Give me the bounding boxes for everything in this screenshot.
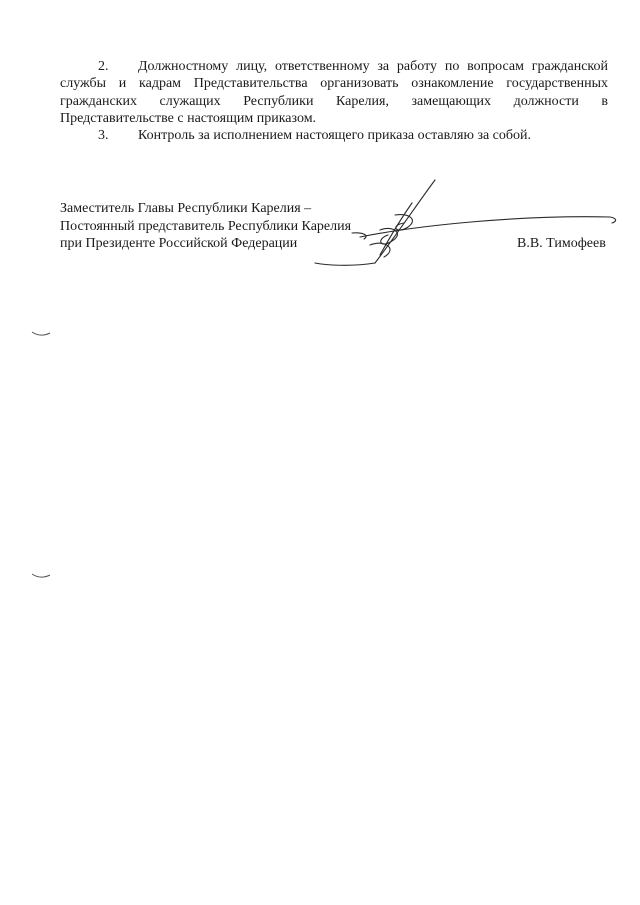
item-text: Контроль за исполнением настоящего приказа оставляю за собой. [138, 128, 532, 144]
item-number: 2. [98, 59, 109, 74]
item-text: Должностному лицу, ответственному за работу по вопросам гражданской службы и кадрам Представительства организовать ознакомление государственных гражданских служащих Республики Карелия, замещающих должности в Представительстве с настоящим приказом. [60, 59, 608, 126]
scan-mark [30, 330, 52, 338]
signatory-name: В.В. Тимофеев [517, 236, 606, 251]
position-line-1: Заместитель Главы Республики Карелия – [60, 201, 312, 216]
order-item-3 [60, 127, 608, 144]
order-items [60, 58, 608, 144]
position-line-3: при Президенте Российской Федерации [60, 236, 298, 251]
item-number: 3. [98, 128, 109, 144]
order-item-2 [60, 58, 608, 127]
handwritten-signature [300, 175, 620, 270]
scan-mark [30, 572, 52, 580]
position-line-2: Постоянный представитель Республики Карелия [60, 218, 352, 234]
